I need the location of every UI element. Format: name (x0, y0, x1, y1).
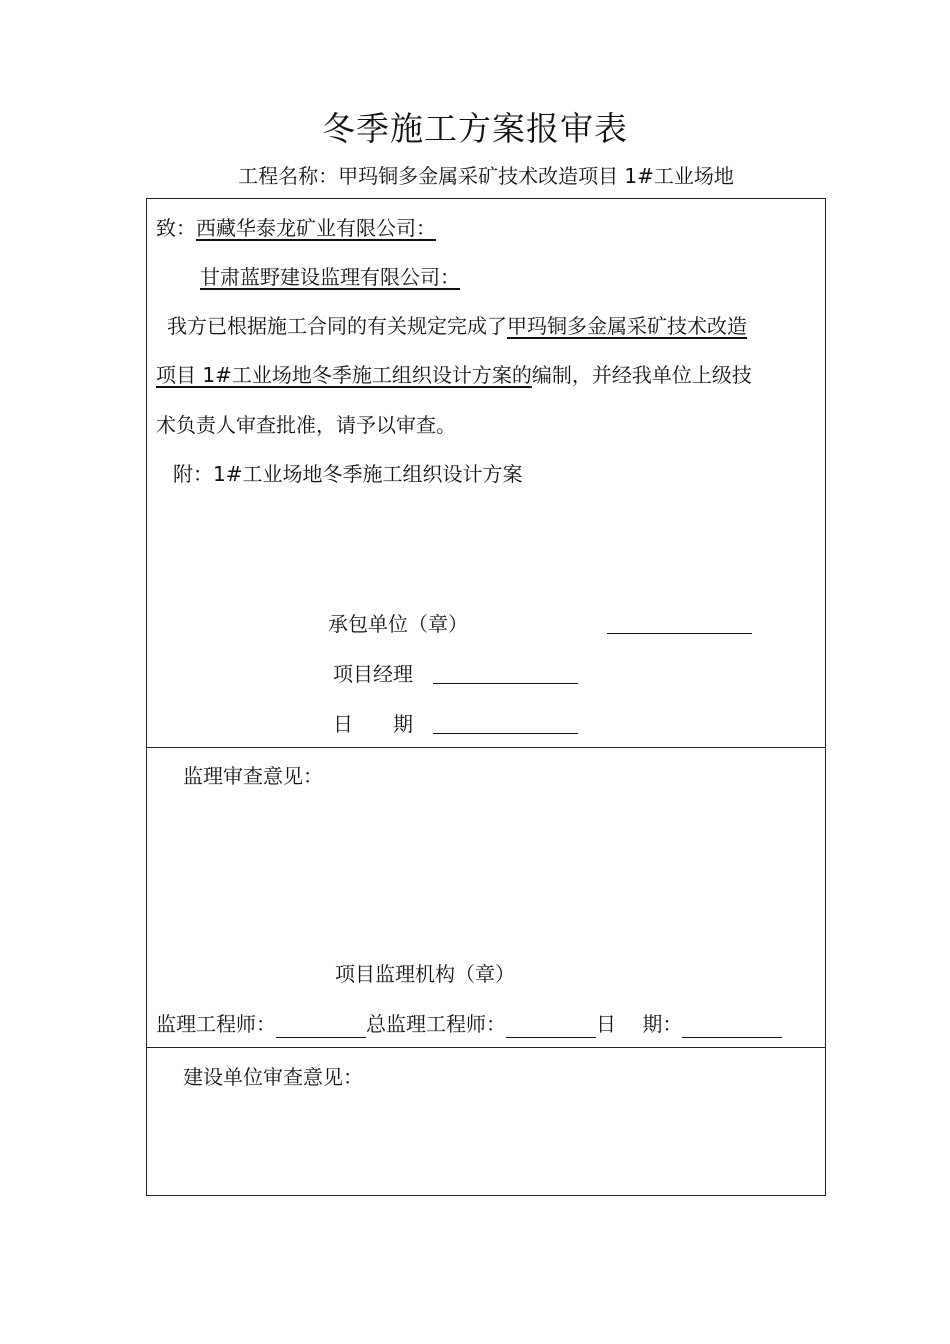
body-line-2 (156, 361, 752, 389)
project-manager-blank (433, 661, 578, 684)
date-blank-2 (682, 1015, 782, 1038)
project-name: 甲玛铜多金属采矿技术改造项目 1#工业场地 (338, 164, 734, 188)
date-label-1: 日 期 (333, 712, 413, 736)
body-line-3: 术负责人审查批准，请予以审查。 (156, 413, 456, 437)
body-project-part2: 项目 1#工业场地冬季施工组织设计方案的 (156, 363, 532, 387)
supervision-signature-line (156, 1010, 782, 1038)
approval-form-table (146, 198, 826, 1196)
body-suffix: 编制，并经我单位上级技 (531, 363, 752, 387)
chief-engineer-blank (506, 1015, 596, 1038)
addressee-line (156, 214, 442, 242)
date-label-2: 日 期： (596, 1012, 683, 1036)
attachment-line: 附：1#工业场地冬季施工组织设计方案 (173, 462, 523, 486)
body-line-1 (167, 312, 747, 340)
date-blank-1 (433, 711, 578, 734)
contractor-seal-label: 承包单位（章） (328, 612, 468, 636)
body-prefix: 我方已根据施工合同的有关规定完成了 (167, 314, 507, 338)
supervision-heading: 监理审查意见： (183, 764, 323, 788)
project-label: 工程名称： (238, 164, 339, 188)
section-divider-2 (147, 1047, 825, 1048)
project-manager-label: 项目经理 (333, 662, 413, 686)
supervision-org-label: 项目监理机构（章） (335, 962, 515, 986)
recipient-supervisor: 甘肃蓝野建设监理有限公司： (200, 265, 460, 289)
project-name-line (0, 160, 950, 189)
section-divider-1 (147, 747, 825, 748)
body-project-part1: 甲玛铜多金属采矿技术改造 (507, 314, 747, 338)
owner-review-heading: 建设单位审查意见： (183, 1065, 363, 1089)
engineer-label: 监理工程师： (156, 1012, 276, 1036)
chief-engineer-label: 总监理工程师： (366, 1012, 506, 1036)
contractor-seal-blank (607, 611, 752, 634)
recipient-owner: 西藏华泰龙矿业有限公司： (196, 216, 436, 240)
engineer-blank (276, 1015, 366, 1038)
to-label: 致： (156, 216, 196, 240)
page-title: 冬季施工方案报审表 (322, 109, 628, 148)
